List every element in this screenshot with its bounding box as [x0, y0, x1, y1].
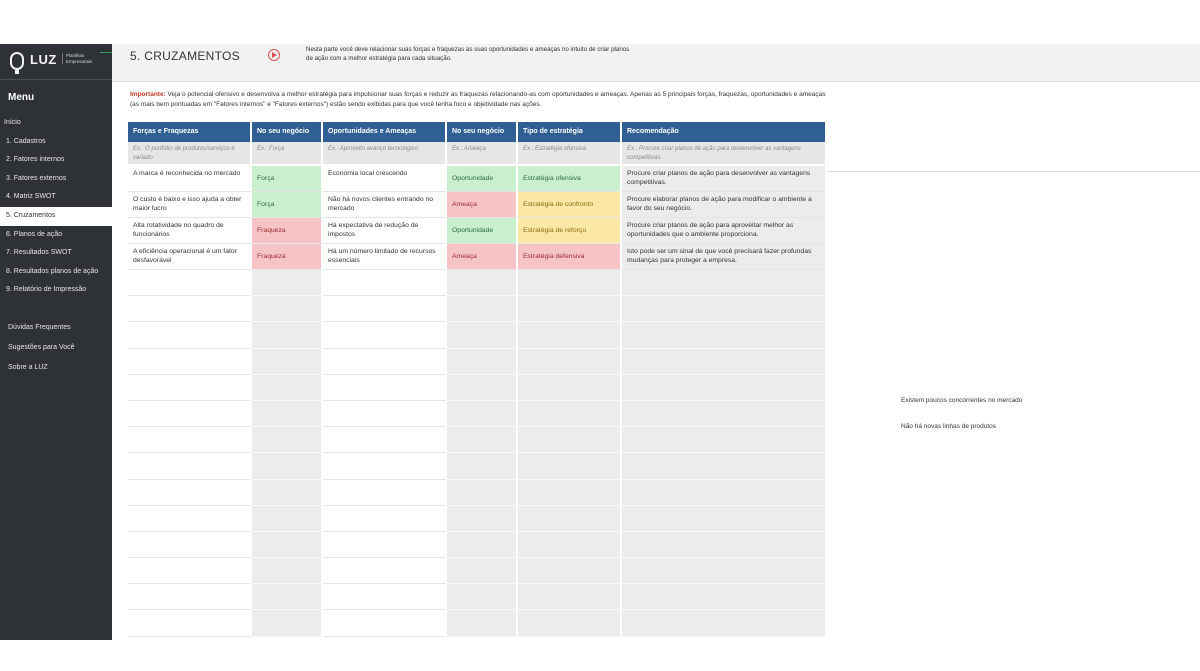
empty-cell[interactable] [518, 610, 622, 636]
opportunity-cell[interactable]: Há expectativa de redução de impostos [323, 218, 447, 244]
empty-cell[interactable] [447, 453, 518, 479]
empty-cell[interactable] [323, 532, 447, 558]
menu-list [0, 114, 112, 378]
page-description-line2: de ação com a melhor estratégia para cada situação. [306, 55, 452, 62]
recommendation-cell: Procure criar planos de ação para desenvolver as vantagens competitivas. [622, 166, 827, 192]
empty-cell[interactable] [622, 610, 827, 636]
empty-cell[interactable] [518, 322, 622, 348]
example-row [128, 142, 827, 166]
sidebar-item-resultados-swot[interactable]: 7. Resultados SWOT [6, 249, 72, 257]
strategy-cell: Estratégia de reforço [518, 218, 622, 244]
empty-cell[interactable] [447, 296, 518, 322]
notice-label: Importante: [130, 91, 166, 98]
empty-cell[interactable] [447, 506, 518, 532]
factor-cell[interactable]: O custo é baixo e isso ajuda a obter maior lucro [128, 192, 252, 218]
divider-line [827, 171, 1200, 172]
empty-cell[interactable] [447, 270, 518, 296]
empty-cell[interactable] [622, 296, 827, 322]
opportunity-cell[interactable]: Não há novos clientes entrando no mercado [323, 192, 447, 218]
empty-cell[interactable] [323, 480, 447, 506]
col-header-recomendacao: Recomendação [622, 122, 827, 142]
table-row [128, 558, 827, 584]
empty-cell[interactable] [323, 584, 447, 610]
empty-cell[interactable] [252, 610, 323, 636]
factor-cell[interactable]: A eficiência operacional é um fator desfavorável [128, 244, 252, 270]
empty-cell[interactable] [518, 558, 622, 584]
type-cell: Oportunidade [447, 166, 518, 192]
empty-cell[interactable] [252, 296, 323, 322]
recommendation-cell: Procure elaborar planos de ação para modificar o ambiente a favor do seu negócio. [622, 192, 827, 218]
table-row [128, 610, 827, 636]
side-note: Não há novas linhas de produtos [901, 423, 997, 430]
cruzamentos-table [128, 122, 827, 637]
page-description [306, 45, 726, 63]
sidebar-item-matriz-swot[interactable]: 4. Matriz SWOT [6, 193, 56, 201]
empty-cell[interactable] [447, 375, 518, 401]
sidebar-item-sugestoes[interactable]: Sugestões para Você [8, 343, 75, 351]
notice-text: Veja o potencial ofensivo e desenvolva a melhor estratégia para impulsionar suas forças e reduzir as fraquezas relacionando-as com oportunidades e ameaças. Apenas as 5 principais forças, fraquezas, oportunidades e ameaças (as mais bem pontuadas em "Fatores internos" e "Fatores externos") estão sendo exibidas para que você tenha foco e objetividade nas ações. [130, 91, 826, 108]
play-video-icon[interactable] [268, 49, 280, 61]
empty-cell[interactable] [518, 349, 622, 375]
empty-cell[interactable] [252, 480, 323, 506]
table-row [128, 296, 827, 322]
empty-cell[interactable] [252, 270, 323, 296]
empty-cell[interactable] [323, 322, 447, 348]
empty-cell[interactable] [518, 453, 622, 479]
table-row [128, 322, 827, 348]
empty-cell[interactable] [128, 480, 252, 506]
empty-rows [128, 270, 827, 637]
table-row [128, 480, 827, 506]
empty-cell[interactable] [622, 322, 827, 348]
type-cell: Ameaça [447, 244, 518, 270]
empty-cell[interactable] [128, 610, 252, 636]
sidebar-item-cruzamentos[interactable]: 5. Cruzamentos [0, 207, 112, 226]
logo [0, 44, 112, 80]
sidebar-item-cadastros[interactable]: 1. Cadastros [6, 137, 46, 145]
empty-cell[interactable] [252, 322, 323, 348]
opportunity-cell[interactable]: Há um número limitado de recursos essenciais [323, 244, 447, 270]
empty-cell[interactable] [622, 532, 827, 558]
empty-cell[interactable] [447, 584, 518, 610]
table-row [128, 270, 827, 296]
example-cell: Ex.: Procure criar planos de ação para desenvolver as vantagens competitivas. [622, 142, 827, 166]
empty-cell[interactable] [622, 427, 827, 453]
empty-cell[interactable] [622, 453, 827, 479]
sidebar-item-fatores-externos[interactable]: 3. Fatores externos [6, 174, 67, 182]
logo-accent-line [100, 52, 112, 53]
table-row [128, 453, 827, 479]
logo-subtitle-line2: Empresariais [66, 58, 93, 64]
empty-cell[interactable] [518, 427, 622, 453]
strategy-cell: Estratégia ofensiva [518, 166, 622, 192]
empty-cell[interactable] [128, 270, 252, 296]
empty-cell[interactable] [447, 427, 518, 453]
table-row [128, 244, 827, 270]
type-cell: Força [252, 166, 323, 192]
strategy-cell: Estratégia defensiva [518, 244, 622, 270]
empty-cell[interactable] [518, 375, 622, 401]
col-header-tipo-estrategia: Tipo de estratégia [518, 122, 622, 142]
sidebar [0, 44, 112, 640]
empty-cell[interactable] [622, 506, 827, 532]
empty-cell[interactable] [323, 610, 447, 636]
empty-cell[interactable] [323, 558, 447, 584]
empty-cell[interactable] [447, 349, 518, 375]
empty-cell[interactable] [518, 584, 622, 610]
col-header-no-seu-negocio-2: No seu negócio [447, 122, 518, 142]
empty-cell[interactable] [518, 532, 622, 558]
empty-cell[interactable] [518, 296, 622, 322]
logo-subtitle-line1: Planilhas [66, 53, 85, 58]
empty-cell[interactable] [447, 532, 518, 558]
example-cell: Ex.: Ameaça [447, 142, 518, 166]
empty-cell[interactable] [128, 401, 252, 427]
empty-cell[interactable] [447, 558, 518, 584]
sidebar-item-fatores-internos[interactable]: 2. Fatores internos [6, 156, 65, 164]
type-cell: Oportunidade [447, 218, 518, 244]
type-cell: Ameaça [447, 192, 518, 218]
empty-cell[interactable] [128, 532, 252, 558]
sidebar-item-sobre[interactable]: Sobre a LUZ [8, 363, 48, 371]
table-row [128, 532, 827, 558]
empty-cell[interactable] [128, 349, 252, 375]
sidebar-item-relatorio[interactable]: 9. Relatório de Impressão [6, 286, 87, 294]
empty-cell[interactable] [622, 480, 827, 506]
example-cell: Ex.: Estratégia ofensiva [518, 142, 622, 166]
table-row [128, 584, 827, 610]
empty-cell[interactable] [447, 401, 518, 427]
empty-cell[interactable] [128, 558, 252, 584]
opportunity-cell[interactable]: Economia local crescendo [323, 166, 447, 192]
empty-cell[interactable] [447, 322, 518, 348]
empty-cell[interactable] [622, 349, 827, 375]
empty-cell[interactable] [128, 453, 252, 479]
logo-text: LUZ [30, 52, 57, 67]
empty-cell[interactable] [128, 375, 252, 401]
empty-cell[interactable] [323, 375, 447, 401]
empty-cell[interactable] [518, 480, 622, 506]
empty-cell[interactable] [128, 322, 252, 348]
empty-cell[interactable] [252, 453, 323, 479]
table-row [128, 349, 827, 375]
sidebar-item-resultados-planos[interactable]: 8. Resultados planos de ação [6, 267, 99, 275]
col-header-forcas-fraquezas: Forças e Fraquezas [128, 122, 252, 142]
recommendation-cell: Procure criar planos de ação para aproveitar melhor as oportunidades que o ambiente proporciona. [622, 218, 827, 244]
logo-subtitle [62, 53, 92, 64]
empty-cell[interactable] [252, 558, 323, 584]
empty-cell[interactable] [518, 270, 622, 296]
example-cell: Ex.: Aproveito avanço tecnológico [323, 142, 447, 166]
empty-cell[interactable] [252, 375, 323, 401]
empty-cell[interactable] [252, 427, 323, 453]
table-header [128, 122, 827, 142]
strategy-cell: Estratégia de confronto [518, 192, 622, 218]
empty-cell[interactable] [518, 401, 622, 427]
empty-cell[interactable] [128, 506, 252, 532]
type-cell: Força [252, 192, 323, 218]
page-description-line1: Nesta parte você deve relacionar suas forças e fraquezas as suas oportunidades e ameaças no intuito de criar planos [306, 46, 630, 53]
table-row [128, 218, 827, 244]
page-title: 5. CRUZAMENTOS [130, 49, 240, 63]
empty-cell[interactable] [323, 270, 447, 296]
empty-cell[interactable] [128, 584, 252, 610]
side-note: Existem poucos concorrentes no mercado [901, 397, 1023, 404]
empty-cell[interactable] [323, 401, 447, 427]
table-row [128, 192, 827, 218]
empty-cell[interactable] [252, 349, 323, 375]
menu-title: Menu [8, 92, 35, 103]
sidebar-item-inicio[interactable]: Início [4, 119, 21, 126]
factor-cell[interactable]: Alta rotatividade no quadro de funcionários [128, 218, 252, 244]
table-row [128, 375, 827, 401]
table-row [128, 427, 827, 453]
page-header [112, 44, 1200, 82]
col-header-no-seu-negocio-1: No seu negócio [252, 122, 323, 142]
empty-cell[interactable] [622, 584, 827, 610]
empty-cell[interactable] [128, 296, 252, 322]
empty-cell[interactable] [252, 506, 323, 532]
empty-cell[interactable] [252, 584, 323, 610]
table-row [128, 506, 827, 532]
sidebar-item-planos-de-acao[interactable]: 6. Planos de ação [6, 230, 63, 238]
empty-cell[interactable] [128, 427, 252, 453]
factor-cell[interactable]: A marca é reconhecida no mercado [128, 166, 252, 192]
empty-cell[interactable] [323, 427, 447, 453]
table-row [128, 401, 827, 427]
type-cell: Fraqueza [252, 218, 323, 244]
empty-cell[interactable] [622, 558, 827, 584]
empty-cell[interactable] [518, 506, 622, 532]
important-notice [130, 90, 830, 110]
empty-cell[interactable] [622, 401, 827, 427]
empty-cell[interactable] [323, 506, 447, 532]
example-cell: Ex.: O portfólio de produtos/serviços é variado [128, 142, 252, 166]
empty-cell[interactable] [323, 453, 447, 479]
table-row [128, 166, 827, 192]
lightbulb-icon [10, 52, 24, 70]
type-cell: Fraqueza [252, 244, 323, 270]
col-header-oportunidades-ameacas: Oportunidades e Ameaças [323, 122, 447, 142]
empty-cell[interactable] [447, 610, 518, 636]
empty-cell[interactable] [622, 375, 827, 401]
empty-cell[interactable] [252, 401, 323, 427]
sidebar-item-duvidas[interactable]: Dúvidas Frequentes [8, 323, 71, 331]
empty-cell[interactable] [252, 532, 323, 558]
example-cell: Ex.: Força [252, 142, 323, 166]
empty-cell[interactable] [323, 349, 447, 375]
recommendation-cell: Isto pode ser um sinal de que você precisará fazer profundas mudanças para proteger a empresa. [622, 244, 827, 270]
empty-cell[interactable] [323, 296, 447, 322]
empty-cell[interactable] [447, 480, 518, 506]
empty-cell[interactable] [622, 270, 827, 296]
